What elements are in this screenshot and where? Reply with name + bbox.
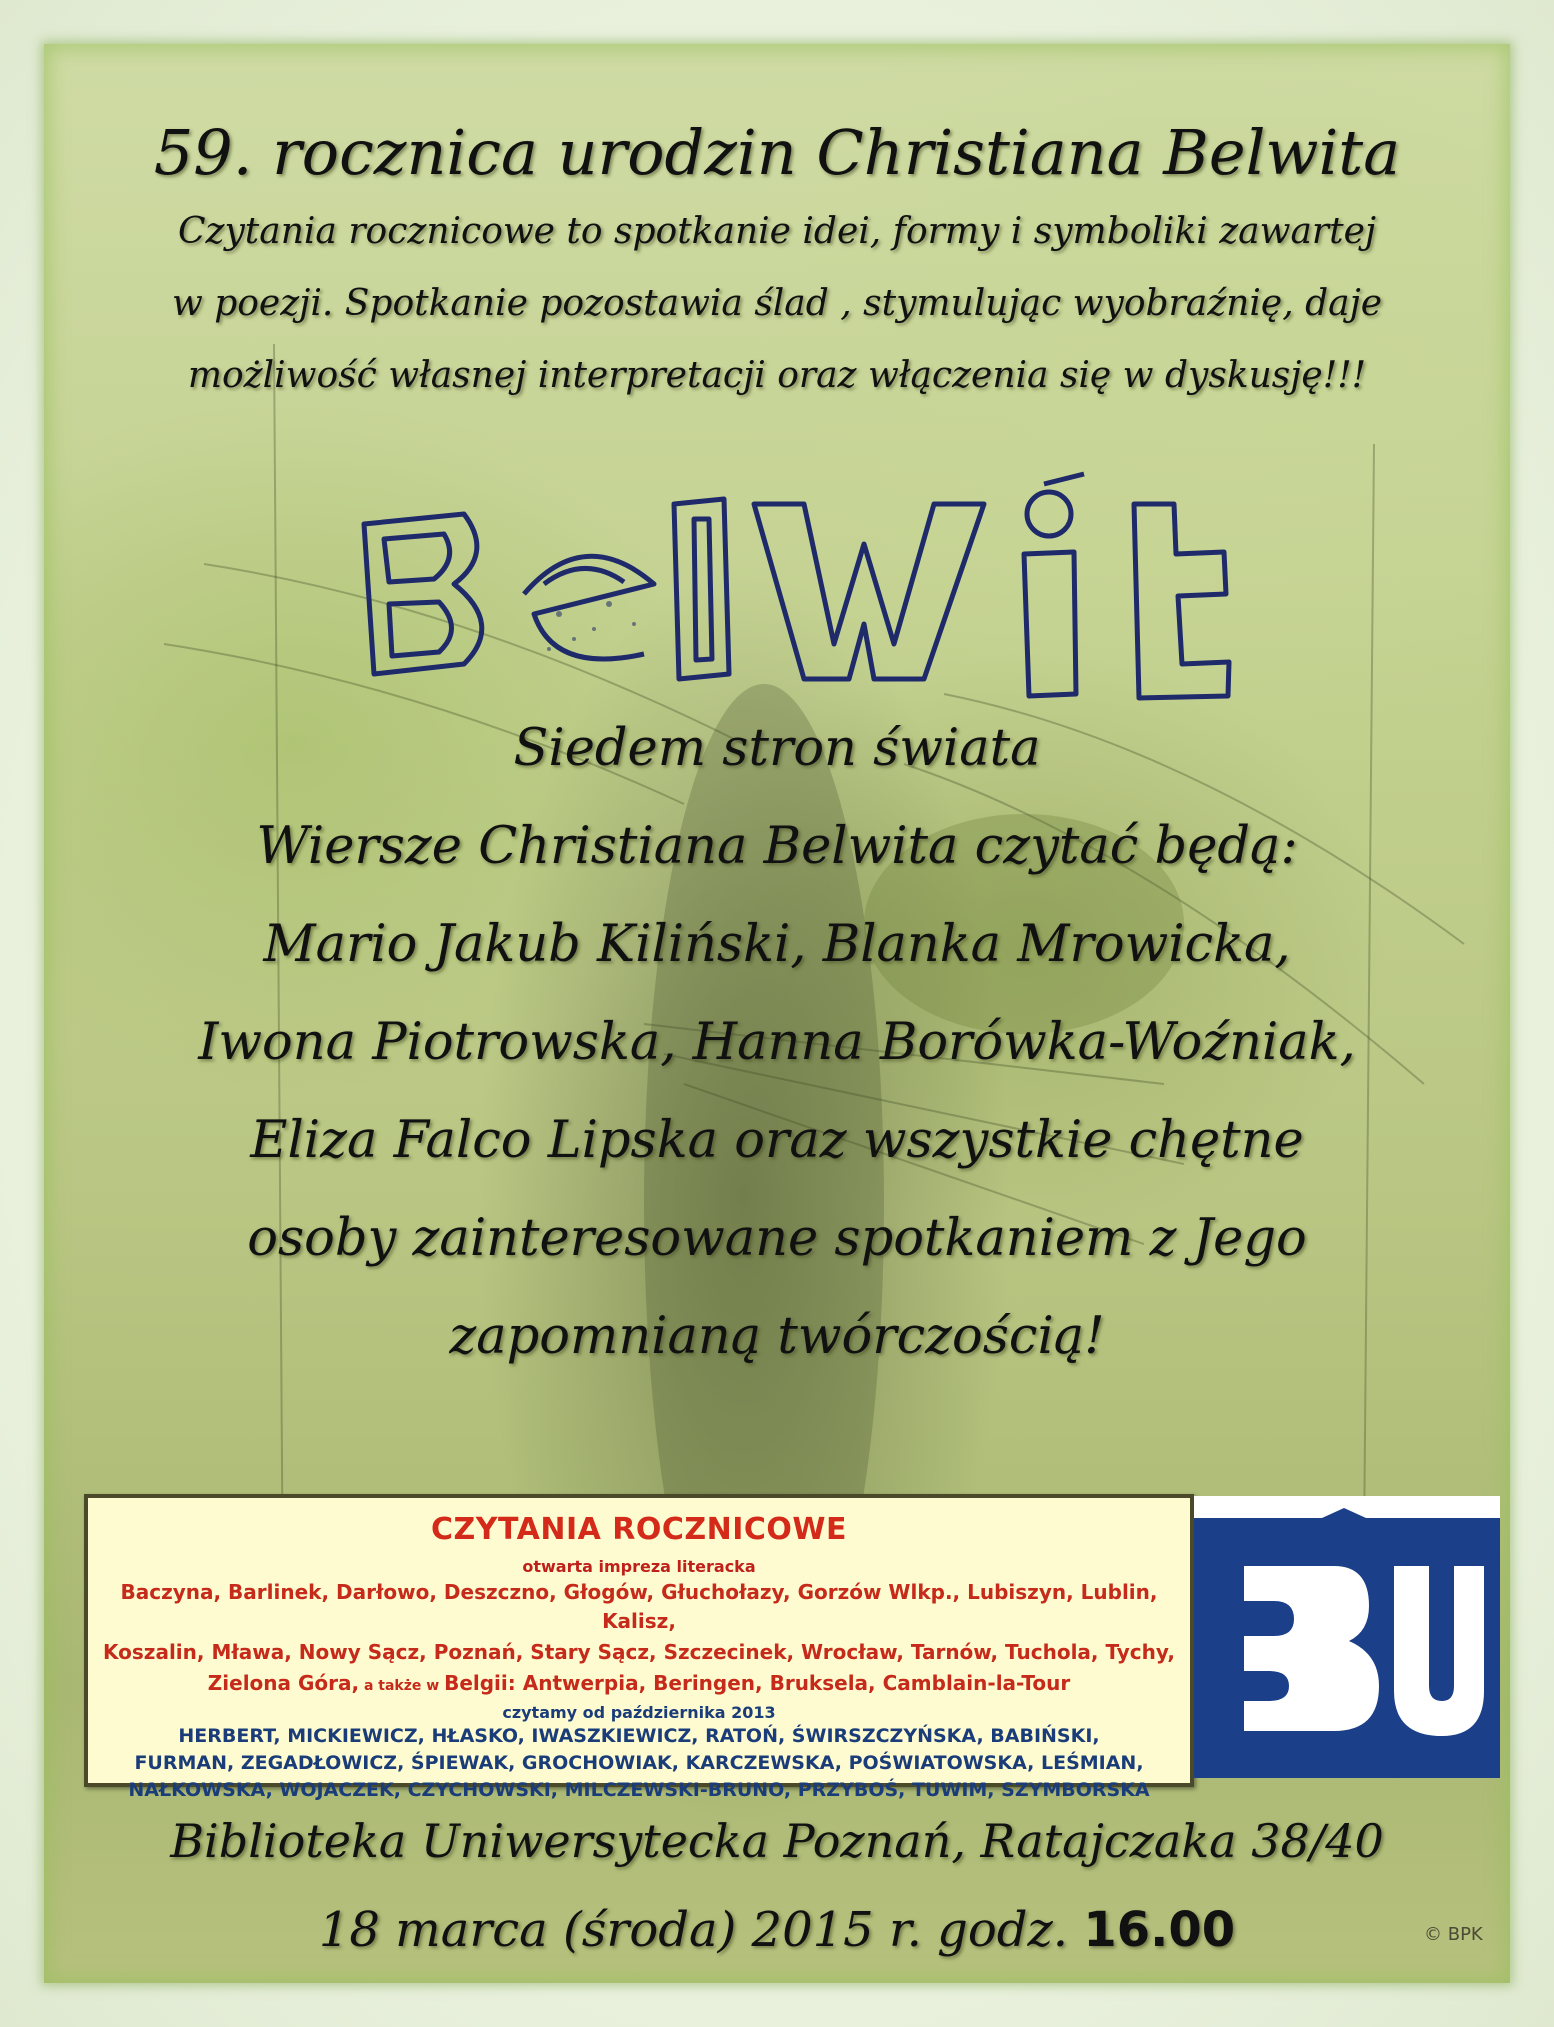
footer-date [44,1902,1510,1958]
readers-line-1: Wiersze Christiana Belwita czytać będą: [256,817,1298,876]
info-box-since: czytamy od października 2013 [502,1703,776,1722]
poets-line-2: FURMAN, ZEGADŁOWICZ, ŚPIEWAK, GROCHOWIAK, KARCZEWSKA, POŚWIATOWSKA, LEŚMIAN, [134,1752,1144,1774]
info-box [84,1494,1194,1801]
subtitle: Siedem stron świata [513,719,1041,778]
cities-line-3-start: Zielona Góra, [207,1671,360,1695]
readers-line-4: Eliza Falco Lipska oraz wszystkie chętne [250,1111,1304,1170]
info-box-title: CZYTANIA ROCZNICOWE [430,1512,848,1547]
belwit-logo [344,464,1264,724]
cities-line-3 [88,1669,1190,1701]
info-box-subtitle: otwarta impreza literacka [522,1557,756,1576]
readers-line-6: zapomnianą twórczością! [449,1307,1105,1366]
cities-line-1: Baczyna, Barlinek, Darłowo, Deszczno, Głogów, Głuchołazy, Gorzów Wlkp., Lubiszyn, Lublin, Kalisz, [120,1580,1158,1633]
readers-line-2: Mario Jakub Kiliński, Blanka Mrowicka, [263,915,1291,974]
footer-hour: 16.00 [1083,1902,1236,1958]
footer-date-text: 18 marca (środa) 2015 r. godz. [318,1902,1084,1958]
readers-line-5: osoby zainteresowane spotkaniem z Jego [247,1209,1307,1268]
poets-line-3: NAŁKOWSKA, WOJACZEK, CZYCHOWSKI, MILCZEWSKI-BRUNO, PRZYBOŚ, TUWIM, SZYMBORSKA [128,1779,1150,1801]
intro-line-3: możliwość własnej interpretacji oraz włączenia się w dyskusję!!! [187,355,1367,396]
poster [44,44,1510,1983]
intro-line-2: w poezji. Spotkanie pozostawia ślad , stymulując wyobraźnię, daje [171,283,1383,324]
cities-line-3-end: Belgii: Antwerpia, Beringen, Bruksela, Camblain-la-Tour [444,1671,1071,1695]
cities-line-3-small: a także w [359,1678,445,1694]
copyright-mark: © BPK [1424,1924,1483,1945]
intro-line-1: Czytania rocznicowe to spotkanie idei, formy i symboliki zawartej [177,211,1377,252]
footer-venue: Biblioteka Uniwersytecka Poznań, Ratajczaka 38/40 [170,1814,1384,1868]
poster-title: 59. rocznica urodzin Christiana Belwita [153,116,1401,189]
readers-line-3: Iwona Piotrowska, Hanna Borówka-Woźniak, [198,1013,1356,1072]
cities-line-2: Koszalin, Mława, Nowy Sącz, Poznań, Stary Sącz, Szczecinek, Wrocław, Tarnów, Tuchola, Tychy, [103,1640,1175,1664]
bu-library-logo [1194,1496,1500,1778]
poets-line-1: HERBERT, MICKIEWICZ, HŁASKO, IWASZKIEWICZ, RATOŃ, ŚWIRSZCZYŃSKA, BABIŃSKI, [178,1725,1100,1747]
